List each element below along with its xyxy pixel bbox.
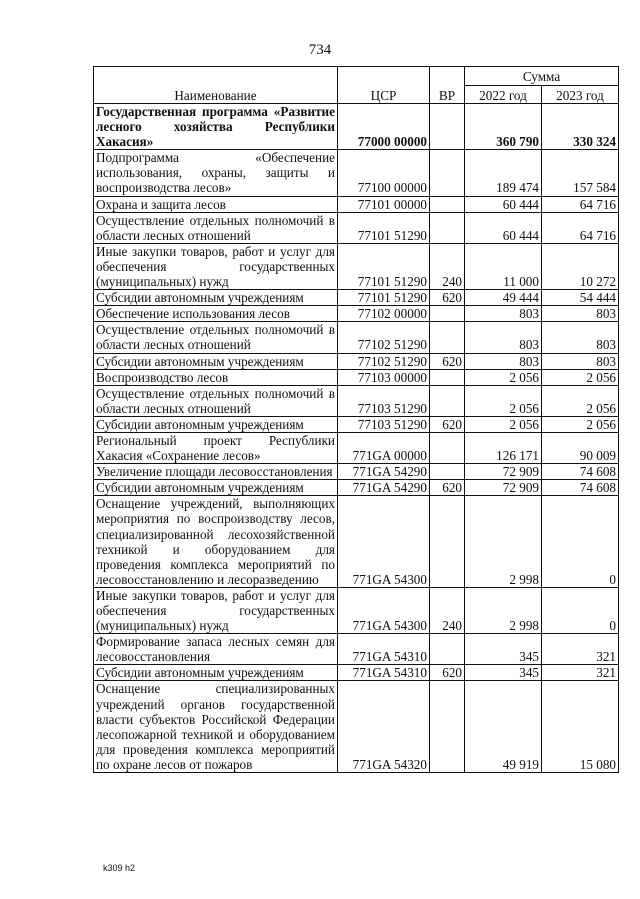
row-vr [430, 681, 465, 773]
header-csr: ЦСР [338, 67, 430, 104]
row-csr: 771GA 54300 [338, 587, 430, 633]
table-row [94, 196, 619, 212]
row-sum-2022: 803 [465, 322, 542, 353]
row-name: Оснащение учреждений, выполняющих мероприятия по воспроизводству лесов, специализированной лесохозяйственной техникой и оборудованием для проведения комплекса мероприятий по лесовосстановлению и лесоразведению [94, 496, 338, 588]
row-sum-2023: 15 080 [542, 681, 619, 773]
row-vr [430, 369, 465, 385]
row-sum-2022: 49 444 [465, 290, 542, 306]
row-name: Осуществление отдельных полномочий в области лесных отношений [94, 322, 338, 353]
row-sum-2022: 60 444 [465, 196, 542, 212]
table-row [94, 353, 619, 369]
row-sum-2022: 189 474 [465, 150, 542, 196]
row-sum-2022: 126 171 [465, 432, 542, 463]
row-sum-2023: 2 056 [542, 385, 619, 416]
row-sum-2023: 803 [542, 353, 619, 369]
row-csr: 771GA 54300 [338, 496, 430, 588]
row-csr: 77103 51290 [338, 385, 430, 416]
row-name: Иные закупки товаров, работ и услуг для обеспечения государственных (муниципальных) нужд [94, 243, 338, 289]
row-name: Подпрограмма «Обеспечение использования, охраны, защиты и воспроизводства лесов» [94, 150, 338, 196]
row-sum-2022: 803 [465, 353, 542, 369]
row-name: Иные закупки товаров, работ и услуг для обеспечения государственных (муниципальных) нужд [94, 587, 338, 633]
row-name: Увеличение площади лесовосстановления [94, 464, 338, 480]
row-name: Государственная программа «Развитие лесного хозяйства Республики Хакасия» [94, 104, 338, 150]
row-sum-2023: 0 [542, 587, 619, 633]
header-year-2023: 2023 год [542, 85, 619, 104]
row-sum-2022: 2 056 [465, 416, 542, 432]
row-vr: 240 [430, 587, 465, 633]
row-csr: 77101 00000 [338, 196, 430, 212]
row-csr: 77101 51290 [338, 212, 430, 243]
row-vr [430, 634, 465, 665]
row-name: Субсидии автономным учреждениям [94, 665, 338, 681]
header-name: Наименование [94, 67, 338, 104]
row-sum-2022: 60 444 [465, 212, 542, 243]
table-row [94, 150, 619, 196]
row-sum-2022: 72 909 [465, 480, 542, 496]
row-sum-2023: 74 608 [542, 464, 619, 480]
row-vr [430, 385, 465, 416]
row-sum-2023: 2 056 [542, 416, 619, 432]
table-row [94, 306, 619, 322]
table-row [94, 681, 619, 773]
row-sum-2023: 321 [542, 634, 619, 665]
row-sum-2023: 10 272 [542, 243, 619, 289]
row-sum-2022: 345 [465, 634, 542, 665]
row-name: Оснащение специализированных учреждений органов государственной власти субъектов Российской Федерации лесопожарной техникой и оборудованием для проведения комплекса мероприятий по охране лесов от пожаров [94, 681, 338, 773]
table-row [94, 212, 619, 243]
row-vr [430, 496, 465, 588]
row-name: Субсидии автономным учреждениям [94, 353, 338, 369]
row-sum-2023: 803 [542, 322, 619, 353]
table-row [94, 322, 619, 353]
row-csr: 771GA 00000 [338, 432, 430, 463]
table-body [94, 104, 619, 773]
row-vr [430, 104, 465, 150]
row-vr: 620 [430, 290, 465, 306]
row-name: Обеспечение использования лесов [94, 306, 338, 322]
row-csr: 771GA 54320 [338, 681, 430, 773]
row-csr: 771GA 54290 [338, 464, 430, 480]
row-name: Осуществление отдельных полномочий в области лесных отношений [94, 212, 338, 243]
row-csr: 77000 00000 [338, 104, 430, 150]
row-csr: 77103 00000 [338, 369, 430, 385]
row-csr: 77100 00000 [338, 150, 430, 196]
row-sum-2023: 2 056 [542, 369, 619, 385]
row-sum-2022: 11 000 [465, 243, 542, 289]
row-csr: 771GA 54290 [338, 480, 430, 496]
row-sum-2022: 2 998 [465, 496, 542, 588]
row-vr: 620 [430, 665, 465, 681]
table-row [94, 480, 619, 496]
row-vr [430, 150, 465, 196]
row-vr [430, 432, 465, 463]
row-csr: 77102 51290 [338, 353, 430, 369]
row-sum-2023: 321 [542, 665, 619, 681]
header-year-2022: 2022 год [465, 85, 542, 104]
row-name: Осуществление отдельных полномочий в области лесных отношений [94, 385, 338, 416]
table-row [94, 587, 619, 633]
row-sum-2023: 803 [542, 306, 619, 322]
header-row [94, 67, 619, 86]
row-sum-2022: 2 056 [465, 369, 542, 385]
row-vr: 620 [430, 353, 465, 369]
row-sum-2023: 74 608 [542, 480, 619, 496]
row-csr: 77102 00000 [338, 306, 430, 322]
table-row [94, 385, 619, 416]
row-name: Охрана и защита лесов [94, 196, 338, 212]
row-sum-2022: 360 790 [465, 104, 542, 150]
row-sum-2023: 157 584 [542, 150, 619, 196]
table-row [94, 290, 619, 306]
table-row [94, 464, 619, 480]
budget-table [93, 66, 619, 773]
table-row [94, 416, 619, 432]
row-csr: 77103 51290 [338, 416, 430, 432]
table-row [94, 634, 619, 665]
row-sum-2022: 72 909 [465, 464, 542, 480]
row-csr: 77102 51290 [338, 322, 430, 353]
page-number: 734 [308, 42, 332, 58]
header-sum: Сумма [465, 67, 619, 86]
row-csr: 771GA 54310 [338, 665, 430, 681]
row-csr: 771GA 54310 [338, 634, 430, 665]
row-vr: 240 [430, 243, 465, 289]
row-name: Субсидии автономным учреждениям [94, 480, 338, 496]
row-sum-2022: 2 056 [465, 385, 542, 416]
footer-code: k309 h2 [103, 863, 136, 873]
table-row [94, 243, 619, 289]
header-vr: ВР [430, 67, 465, 104]
row-vr: 620 [430, 416, 465, 432]
row-vr [430, 212, 465, 243]
table-row [94, 496, 619, 588]
row-sum-2022: 2 998 [465, 587, 542, 633]
row-sum-2023: 330 324 [542, 104, 619, 150]
row-vr [430, 322, 465, 353]
table-row [94, 369, 619, 385]
row-sum-2022: 49 919 [465, 681, 542, 773]
row-name: Воспроизводство лесов [94, 369, 338, 385]
row-sum-2023: 64 716 [542, 196, 619, 212]
table-row [94, 432, 619, 463]
row-name: Субсидии автономным учреждениям [94, 290, 338, 306]
row-name: Субсидии автономным учреждениям [94, 416, 338, 432]
row-csr: 77101 51290 [338, 243, 430, 289]
row-name: Региональный проект Республики Хакасия «Сохранение лесов» [94, 432, 338, 463]
row-sum-2023: 54 444 [542, 290, 619, 306]
row-sum-2023: 90 009 [542, 432, 619, 463]
row-sum-2022: 345 [465, 665, 542, 681]
row-vr [430, 464, 465, 480]
row-vr [430, 196, 465, 212]
table-row [94, 665, 619, 681]
row-sum-2022: 803 [465, 306, 542, 322]
row-csr: 77101 51290 [338, 290, 430, 306]
table-row [94, 104, 619, 150]
row-vr [430, 306, 465, 322]
row-name: Формирование запаса лесных семян для лесовосстановления [94, 634, 338, 665]
row-sum-2023: 64 716 [542, 212, 619, 243]
row-sum-2023: 0 [542, 496, 619, 588]
row-vr: 620 [430, 480, 465, 496]
